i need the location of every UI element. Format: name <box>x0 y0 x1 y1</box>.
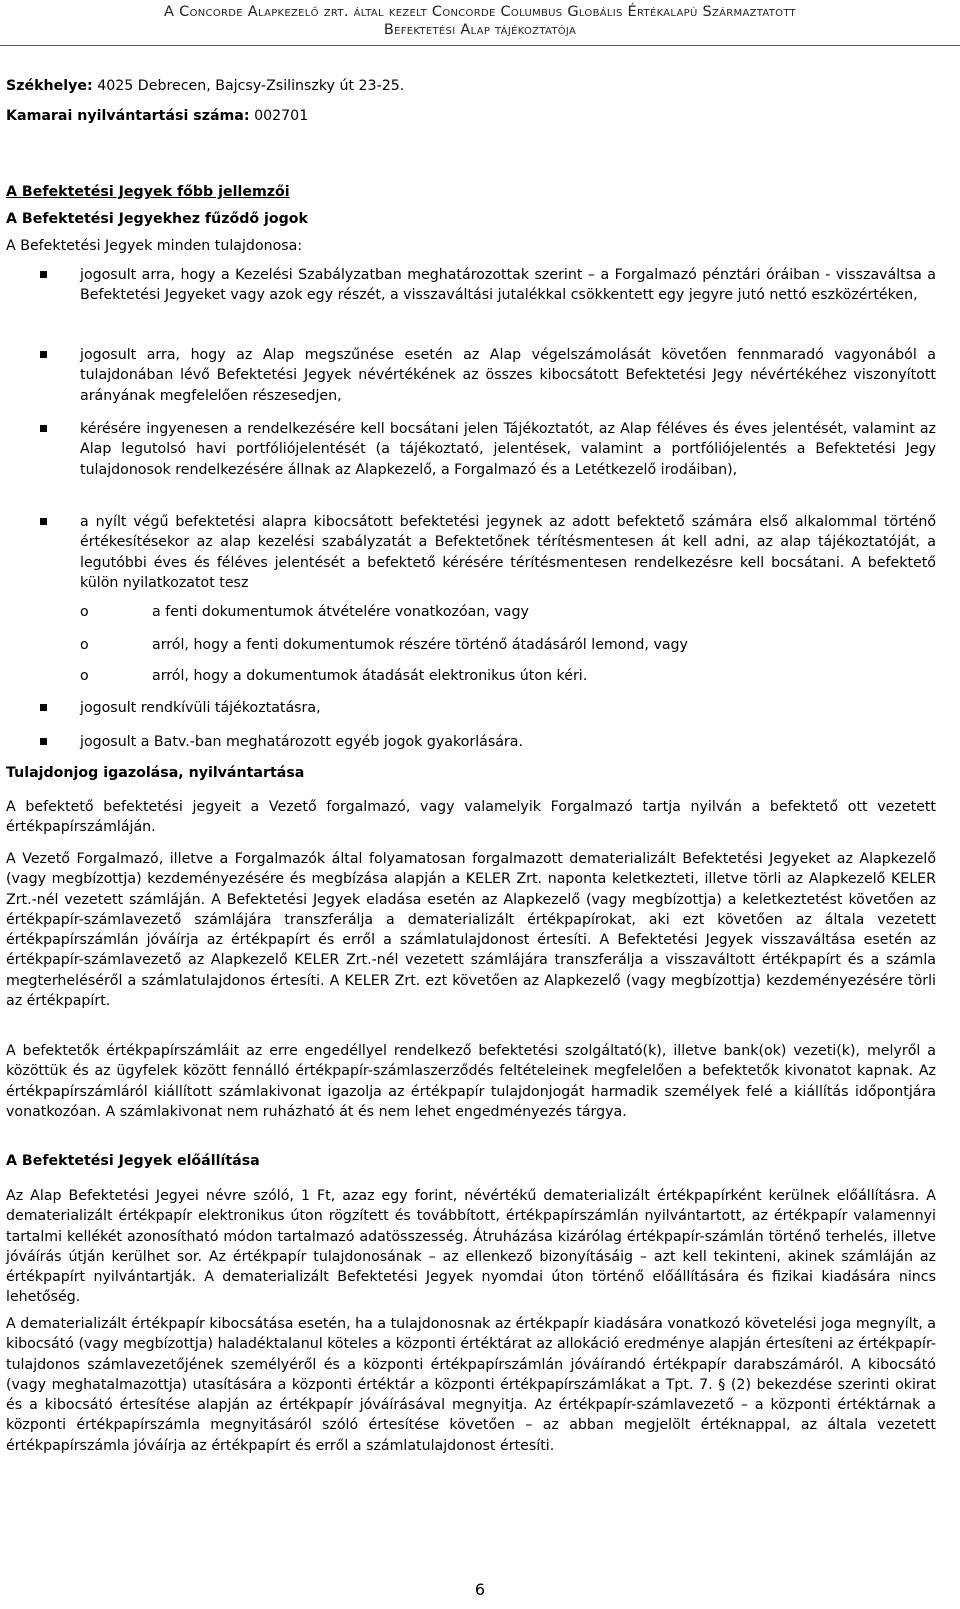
registry-value: 002701 <box>254 108 309 124</box>
rights-item-4: a nyílt végű befektetési alapra kibocsátott befektetési jegynek az adott befektető számára első alkalommal történő értékesítésekor az alap kezelési szabályzatát a Befektetőnek térítésmentesen át kell adni, az alap tájékoztatóját, a legutóbbi éves és féléves jelentését a befektető kérésére térítésmentesen rendelkezésre kell bocsátani. A befektető külön nyilatkozatot tesz <box>80 514 936 591</box>
production-paragraph-1: Az Alap Befektetési Jegyei névre szóló, 1 Ft, azaz egy forint, névértékű dematerializált értékpapírként kerülnek előállításra. A dematerializált értékpapír elektronikus úton rögzített és továbbított, értékpapírszámlán nyilvántartott, az értékpapír valamennyi tartalmi kellékét azonosítható módon tartalmazó adatösszesség. Átruházása kizárólag értékpapír-számlán történő terhelés, illetve jóváírás útján kerülhet sor. Az értékpapír tulajdonosának – az ellenkező bizonyításáig – azt kell tekinteni, akinek számláján az értékpapírt nyilvántartják. A dematerializált Befektetési Jegyek nyomdai úton történő előállítására és fizikai kiadására nincs lehetőség. <box>6 1188 936 1306</box>
bullet-icon <box>40 425 47 432</box>
ownership-paragraph-3: A befektetők értékpapírszámláit az erre engedéllyel rendelkező befektetési szolgáltató(k), illetve bank(ok) vezeti(k), melyről a közöttük és az ügyfelek között fennálló értékpapír-számlaszerződés feltételeinek megfelelően a befektetők kivonatot kapnak. Az értékpapírszámláról kiállított számlakivonat igazolja az értékpapír tulajdonjogát harmadik személyek felé a kiállítás időpontjára vonatkozóan. A számlakivonat nem ruházható át és nem lehet engedményezés tárgya. <box>6 1043 936 1120</box>
bullet-icon <box>40 351 47 358</box>
sub-option-marker: o <box>80 637 89 653</box>
registry-label: Kamarai nyilvántartási száma: <box>6 108 250 124</box>
rights-item-2: jogosult arra, hogy az Alap megszűnése esetén az Alap végelszámolását követően fennmaradó vagyonából a tulajdonában lévő Befektetési Jegyek névértékének az összes kibocsátott Befektetési Jegy névértékéhez viszonyított arányának megfelelően részesedjen, <box>80 347 936 404</box>
bullet-icon <box>40 738 47 745</box>
rights-item-5: jogosult rendkívüli tájékoztatásra, <box>80 700 321 716</box>
sub-option-1: a fenti dokumentumok átvételére vonatkozóan, vagy <box>152 604 529 620</box>
seat-label: Székhelye: <box>6 78 93 94</box>
running-header-line-1: A Concorde Alapkezelő zrt. által kezelt Concorde Columbus Globális Értékalapú Származtatott <box>164 4 796 20</box>
section-heading-production: A Befektetési Jegyek előállítása <box>6 1153 260 1169</box>
section-heading-main: A Befektetési Jegyek főbb jellemzői <box>6 184 290 200</box>
rights-item-1: jogosult arra, hogy a Kezelési Szabályzatban meghatározottak szerint – a Forgalmazó pénztári óráiban - visszaváltsa a Befektetési Jegyeket vagy azok egy részét, a visszaváltási jutalékkal csökkentett egy jegyre jutó nettó eszközértéken, <box>80 267 936 304</box>
ownership-paragraph-1: A befektető befektetési jegyeit a Vezető forgalmazó, vagy valamelyik Forgalmazó tartja nyilván a befektető ott vezetett értékpapírszámláján. <box>6 799 936 836</box>
registry-line <box>6 106 936 126</box>
sub-option-3: arról, hogy a dokumentumok átadását elektronikus úton kéri. <box>152 668 588 684</box>
running-header-line-2: Befektetési Alap tájékoztatója <box>383 22 577 38</box>
bullet-icon <box>40 518 47 525</box>
ownership-paragraph-2: A Vezető Forgalmazó, illetve a Forgalmazók által folyamatosan forgalmazott dematerializált Befektetési Jegyeket az Alapkezelő (vagy megbízottja) kezdeményezésére és megbízása alapján a KELER Zrt. naponta keletkezteti, illetve törli az Alapkezelő KELER Zrt.-nél vezetett számláján. A Befektetési Jegyek eladása esetén az Alapkezelő (vagy megbízottja) a keletkeztetést követően az értékpapír-számlavezető számlájára transzferálja a dematerializált értékpapírokat, aki ezt követően az általa vezetett értékpapírszámlán jóváírja az értékpapírt és erről a számlatulajdonost értesíti. A Befektetési Jegyek visszaváltása esetén az értékpapír-számlavezető az Alapkezelő KELER Zrt.-nél vezetett számlájára transzferálja a visszaváltott értékpapírt és a számla megterheléséről a számlatulajdonos értesíti. A KELER Zrt. ezt követően az Alapkezelő (vagy megbízottja) kezdeményezésére törli az értékpapírt. <box>6 851 936 1010</box>
bullet-icon <box>40 704 47 711</box>
sub-option-2: arról, hogy a fenti dokumentumok részére történő átadásáról lemond, vagy <box>152 637 688 653</box>
seat-line <box>6 76 936 96</box>
rights-item-3: kérésére ingyenesen a rendelkezésére kell bocsátani jelen Tájékoztatót, az Alap féléves és éves jelentését, valamint az Alap legutolsó havi portfóliójelentését (a tájékoztató, jelentések, valamint a portfóliójelentés a Befektetési Jegy tulajdonosok rendelkezésére állnak az Alapkezelő, a Forgalmazó és a Letétkezelő irodáiban), <box>80 421 936 478</box>
production-paragraph-2: A dematerializált értékpapír kibocsátása esetén, ha a tulajdonosnak az értékpapír kiadására vonatkozó követelési joga megnyílt, a kibocsátó (vagy megbízottja) haladéktalanul köteles a központi értéktárat az allokáció eredménye alapján értesíteni az értékpapír-tulajdonos számlavezetőjének személyéről és a központi értékpapírszámlán jóváírandó értékpapír darabszámáról. A kibocsátó (vagy meghatalmazottja) utasítására a központi értéktár a központi értékpapírszámlákat a Tpt. 7. § (2) bekezdése szerinti okirat és a kibocsátó értesítése alapján az értékpapír jóváírásával megnyitja. Az értékpapír-számlavezető – a központi értéktárnak a központi értékpapírszámla megnyitásáról szóló értesítése követően – az abban megjelölt értéknappal, az általa vezetett értékpapírszámla jóváírja az értékpapírt és erről a számlatulajdonost értesíti. <box>6 1316 936 1454</box>
sub-option-marker: o <box>80 668 89 684</box>
page-number: 6 <box>474 1580 486 1599</box>
sub-option-marker: o <box>80 604 89 620</box>
header-divider <box>0 45 960 46</box>
rights-intro: A Befektetési Jegyek minden tulajdonosa: <box>6 238 303 254</box>
section-heading-rights: A Befektetési Jegyekhez fűződő jogok <box>6 211 308 227</box>
bullet-icon <box>40 271 47 278</box>
rights-item-6: jogosult a Batv.-ban meghatározott egyéb jogok gyakorlására. <box>80 734 523 750</box>
seat-value: 4025 Debrecen, Bajcsy-Zsilinszky út 23-25. <box>97 78 405 94</box>
section-heading-ownership: Tulajdonjog igazolása, nyilvántartása <box>6 765 305 781</box>
